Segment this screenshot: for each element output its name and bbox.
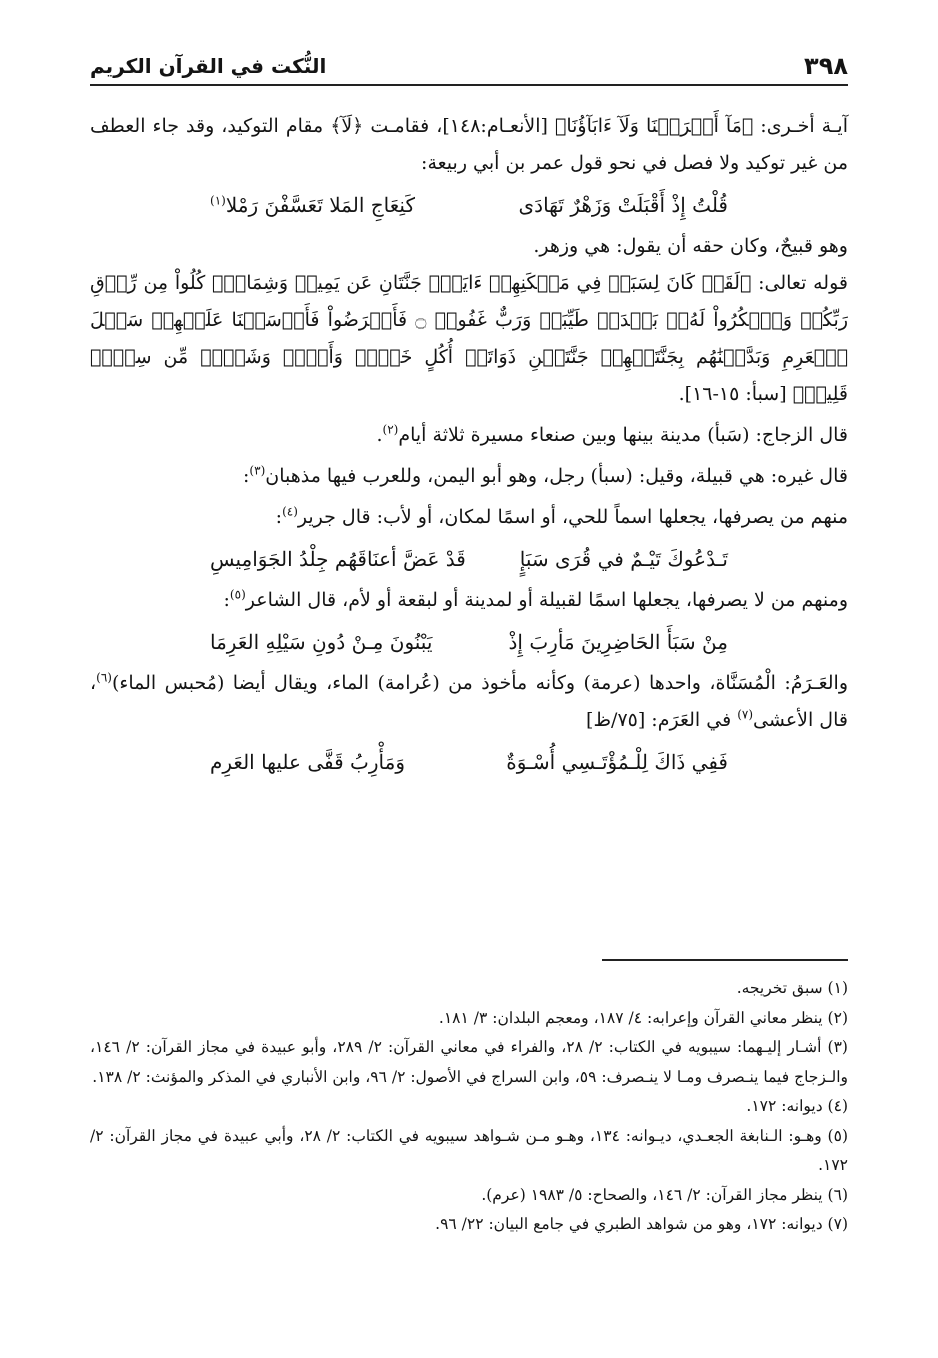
verse-line-1 [90, 182, 848, 228]
footnote-ref-6: (٦) [96, 670, 112, 685]
paragraph-8-text-a: والعَـرَمُ: الْمُسَنَّاة، واحدها (عرمة) وكأنه مأخوذ من (عُرامة) الماء، ويقال أيضا (مُحبس الماء) [111, 672, 848, 694]
paragraph-1: آيـة أخـرى: ﴿مَآ أَشۡرَكۡنَا وَلَآ ءَابَآؤُنَا﴾ [الأنعـام:١٤٨]، فقامـت ﴿لَآ﴾ مقام التوكيد، وقد جاء العطف من غير توكيد ولا فصل في نحو قول عمر بن أبي ربيعة: [90, 115, 849, 174]
footnote-ref-5: (٥) [229, 587, 246, 602]
verse-2-first-hemistich: تَـدْعُوكَ تَيْـمٌ في قُرَى سَبَإٍ [519, 547, 728, 571]
paragraph-7: ومنهم من لا يصرفها، يجعلها اسمًا لقبيلة أو لمدينة أو لبقعة أو لأم، قال الشاعر$^{(٥)}$: [223, 587, 848, 611]
main-text [90, 108, 848, 785]
verse-line-2 [90, 536, 848, 582]
paragraph-5-text: قال غيره: هي قبيلة، وقيل: (سبأ) رجل، وهو أبو اليمن، وللعرب فيها مذهبان [265, 465, 848, 487]
footnote-ref-4: (٤) [282, 504, 298, 519]
footnote-2: (٢) ينظر معاني القرآن وإعرابه: ٤/ ١٨٧، ومعجم البلدان: ٣/ ١٨١. [438, 1008, 848, 1027]
quran-reference: [سبأ: ١٥-١٦]. [678, 383, 787, 405]
footnote-6: (٦) ينظر مجاز القرآن: ٢/ ١٤٦، والصحاح: ٥/ ١٩٨٣ (عرم). [481, 1185, 848, 1204]
footnote-4: (٤) ديوانه: ١٧٢. [746, 1097, 848, 1115]
paragraph-6: منهم من يصرفها، يجعلها اسماً للحي، أو اسمًا لمكان، أو لأب: قال جرير$^{(٤)}$: [275, 504, 848, 528]
verse-4-second-hemistich: وَمَأْرِبُ قَفَّى عليها العَرِم [210, 750, 405, 774]
verse-1-second-hemistich [210, 183, 415, 227]
verse-4-first-hemistich: فَفِي ذَاكَ لِلْـمُؤْتَـسِي أُسْـوَةٌ [506, 750, 728, 774]
footnote-3: (٣) أشـار إليـهما: سيبويه في الكتاب: ٢/ ٢٨، والفراء في معاني القرآن: ٢/ ٢٨٩، وأبو عبيدة في مجاز القرآن: ٢/ ١٤٦، والـزجاج فيما ينـصرف ومـا لا ينـصرف: ٥٩، وابن السراج في الأصول: ٢/ ٩٦، وابن الأنباري في المذكر والمؤنث: ٢/ ١٣٨. [90, 1038, 848, 1086]
footnote-ref-7: (٧) [737, 707, 754, 722]
verse-1-second-text: كَنِعَاجِ المَلا تَعَسَّفْنَ رَمْلا [225, 193, 415, 217]
footnote-separator [602, 959, 848, 961]
paragraph-4-text: قال الزجاج: (سَبأ) مدينة بينها وبين صنعاء مسيرة ثلاثة أيام [398, 424, 848, 446]
paragraph-8-text-b: ، قال الأعشى [90, 672, 848, 731]
verse-3-second-hemistich: يَبْنُونَ مِـنْ دُونِ سَيْلِهِ العَرِمَا [210, 630, 433, 654]
verse-3-first-hemistich: مِنْ سَبَأَ الحَاضِرِينَ مَأرِبَ إِذْ [508, 630, 728, 654]
verse-line-4 [90, 739, 848, 785]
verse-1-first-hemistich: قُلْتُ إِذْ أَقْبَلَتْ وَزَهْرٌ تَهَادَى [518, 193, 728, 217]
quran-intro: قوله تعالى: [751, 272, 848, 294]
footnote-5: (٥) وهـو: الـنابغة الجعـدي، ديـوانه: ١٣٤، وهـو مـن شـواهد سيبويه في الكتاب: ٢/ ٢٨، وأبي عبيدة في مجاز القرآن: ٢/ ١٧٢. [90, 1126, 848, 1174]
footnote-ref-2: (٢) [382, 422, 399, 437]
paragraph-3 [90, 265, 848, 413]
verse-2-second-hemistich: قَدْ عَضَّ أعنَاقَهُم جِلْدُ الجَوَامِيسِ [210, 547, 466, 571]
footnote-1: (١) سبق تخريجه. [736, 979, 848, 997]
paragraph-7-text: ومنهم من لا يصرفها، يجعلها اسمًا لقبيلة أو لمدينة أو لبقعة أو لأم، قال الشاعر [245, 589, 848, 611]
quran-quote: ﴿لَقَدۡ كَانَ لِسَبَإٖ فِي مَسۡكَنِهِمۡ ءَايَةٞۖ جَنَّتَانِ عَن يَمِينٖ وَشِمَالٖۖ كُلُواْ مِن رِّزۡقِ رَبِّكُمۡ وَٱشۡكُرُواْ لَهُۥۚ بَلۡدَةٞ طَيِّبَةٞ وَرَبٌّ غَفُورٞ ۝ فَأَعۡرَضُواْ فَأَرۡسَلۡنَا عَلَيۡهِمۡ سَيۡلَ ٱلۡعَرِمِ وَبَدَّلۡنَٰهُم بِجَنَّتَيۡهِمۡ جَنَّتَيۡنِ ذَوَاتَيۡ أُكُلٍ خَمۡطٖ وَأَثۡلٖ وَشَيۡءٖ مِّن سِدۡرٖ قَلِيلٖ﴾ [90, 272, 848, 405]
paragraph-6-text: منهم من يصرفها، يجعلها اسماً للحي، أو اسمًا لمكان، أو لأب: قال جرير [297, 506, 848, 528]
footnote-7: (٧) ديوانه: ١٧٢، وهو من شواهد الطبري في جامع البيان: ٢٢/ ٩٦. [435, 1215, 848, 1233]
footnote-ref-1: (١) [210, 193, 226, 208]
footnotes [90, 974, 848, 1240]
footnote-ref-3: (٣) [249, 463, 266, 478]
paragraph-4: قال الزجاج: (سَبأ) مدينة بينها وبين صنعاء مسيرة ثلاثة أيام$^{(٢)}$. [376, 422, 848, 446]
paragraph-2: وهو قبيحٌ، وكان حقه أن يقول: هي وزهر. [533, 235, 848, 257]
running-header [90, 48, 848, 86]
book-title: النُّكت في القرآن الكريم [90, 54, 327, 78]
page-number: ٣٩٨ [804, 52, 848, 80]
paragraph-8-text-c: في العَرَم: [٧٥/ظ] [586, 709, 738, 731]
paragraph-5: قال غيره: هي قبيلة، وقيل: (سبأ) رجل، وهو أبو اليمن، وللعرب فيها مذهبان$^{(٣)}$: [243, 463, 848, 487]
paragraph-8 [90, 665, 848, 739]
verse-line-3 [90, 619, 848, 665]
